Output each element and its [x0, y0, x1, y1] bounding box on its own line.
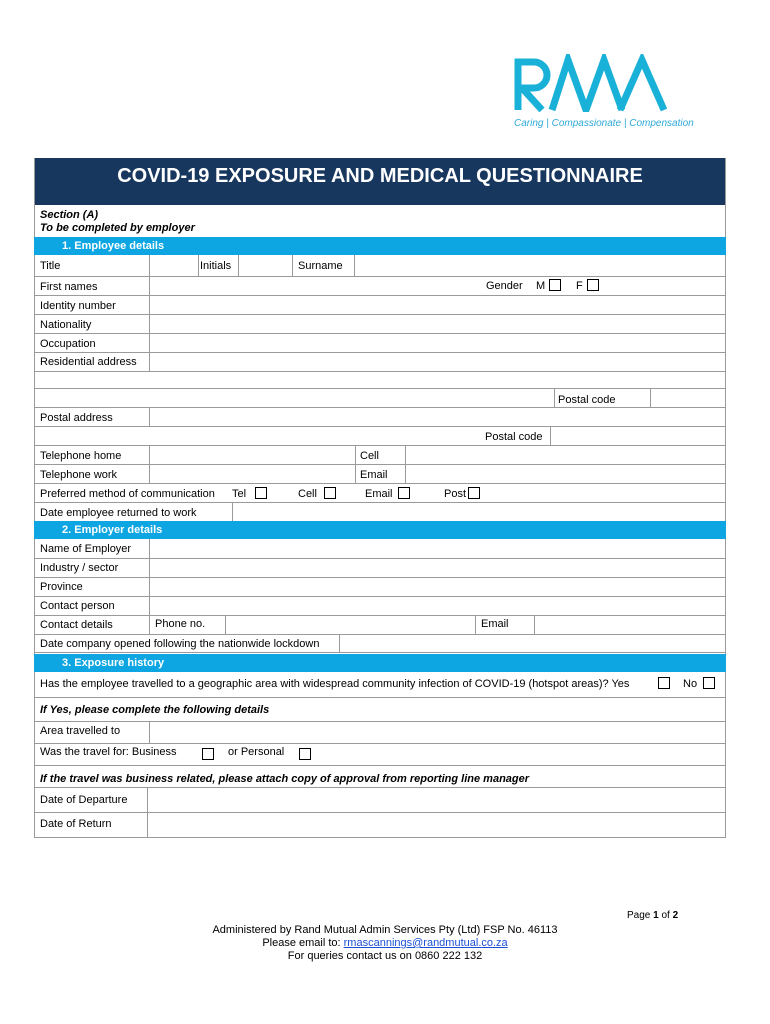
label-nationality: Nationality [40, 319, 92, 331]
business-checkbox[interactable] [202, 748, 214, 760]
label-gender-m: M [536, 280, 546, 292]
section-a-note: To be completed by employer [40, 222, 195, 234]
label-employer-name: Name of Employer [40, 543, 132, 555]
label-gender: Gender [486, 280, 523, 292]
label-surname: Surname [298, 260, 343, 272]
label-phone-no: Phone no. [155, 618, 206, 630]
label-contact-person: Contact person [40, 600, 115, 612]
label-postal-code-postal: Postal code [485, 431, 543, 443]
label-telephone-home: Telephone home [40, 450, 122, 462]
footer-email-line: Please email to: rmascannings@randmutual.co.za [262, 937, 508, 949]
label-industry: Industry / sector [40, 562, 119, 574]
label-opt-cell: Cell [298, 488, 317, 500]
label-date-returned: Date employee returned to work [40, 507, 197, 519]
label-opt-email: Email [365, 488, 393, 500]
label-date-opened: Date company opened following the nationwide lockdown [40, 638, 320, 650]
questionnaire-form [34, 158, 726, 838]
label-contact-details: Contact details [40, 619, 113, 631]
label-initials: Initials [200, 260, 232, 272]
label-employer-email: Email [481, 618, 509, 630]
section-a-label: Section (A) [40, 209, 99, 221]
label-travel-no: No [683, 678, 698, 690]
footer-queries: For queries contact us on 0860 222 132 [287, 950, 483, 962]
label-province: Province [40, 581, 83, 593]
company-logo [512, 54, 694, 134]
footer-administered: Administered by Rand Mutual Admin Services Pty (Ltd) FSP No. 46113 [212, 924, 558, 936]
label-preferred-method: Preferred method of communication [40, 488, 215, 500]
label-area-travelled: Area travelled to [40, 725, 121, 737]
label-first-names: First names [40, 281, 98, 293]
section-employee-details: 1. Employee details [34, 237, 726, 255]
travel-no-checkbox[interactable] [703, 677, 715, 689]
label-or-personal: or Personal [228, 746, 285, 758]
rma-logo-mark [512, 54, 682, 112]
label-identity-number: Identity number [40, 300, 116, 312]
label-postal-address: Postal address [40, 412, 113, 424]
label-email: Email [360, 469, 388, 481]
section-employer-details: 2. Employer details [34, 521, 726, 539]
post-checkbox[interactable] [468, 487, 480, 499]
logo-tagline: Caring | Compassionate | Compensation [514, 118, 694, 129]
business-travel-note: If the travel was business related, please attach copy of approval from reporting line manager [40, 773, 530, 785]
label-travel-for: Was the travel for: Business [40, 746, 177, 758]
tel-checkbox[interactable] [255, 487, 267, 499]
label-gender-f: F [576, 280, 583, 292]
page-number: Page 1 of 2 [627, 910, 679, 921]
form-title: COVID-19 EXPOSURE AND MEDICAL QUESTIONNAIRE [34, 158, 726, 205]
travel-yes-checkbox[interactable] [658, 677, 670, 689]
personal-checkbox[interactable] [299, 748, 311, 760]
label-telephone-work: Telephone work [40, 469, 118, 481]
section-exposure-history: 3. Exposure history [34, 654, 726, 672]
footer-email-link[interactable]: rmascannings@randmutual.co.za [343, 937, 508, 949]
label-title: Title [40, 260, 61, 272]
label-residential-address: Residential address [40, 356, 137, 368]
label-opt-post: Post [444, 488, 467, 500]
gender-f-checkbox[interactable] [587, 279, 599, 291]
label-date-departure: Date of Departure [40, 794, 128, 806]
label-cell: Cell [360, 450, 379, 462]
label-occupation: Occupation [40, 338, 96, 350]
label-date-return: Date of Return [40, 818, 112, 830]
if-yes-note: If Yes, please complete the following details [40, 704, 270, 716]
label-postal-code-residential: Postal code [558, 394, 616, 406]
label-opt-tel: Tel [232, 488, 247, 500]
label-travel-question: Has the employee travelled to a geographic area with widespread community infection of COVID-19 (hotspot areas)? Yes [40, 678, 630, 690]
gender-m-checkbox[interactable] [549, 279, 561, 291]
email-checkbox[interactable] [398, 487, 410, 499]
cell-checkbox[interactable] [324, 487, 336, 499]
